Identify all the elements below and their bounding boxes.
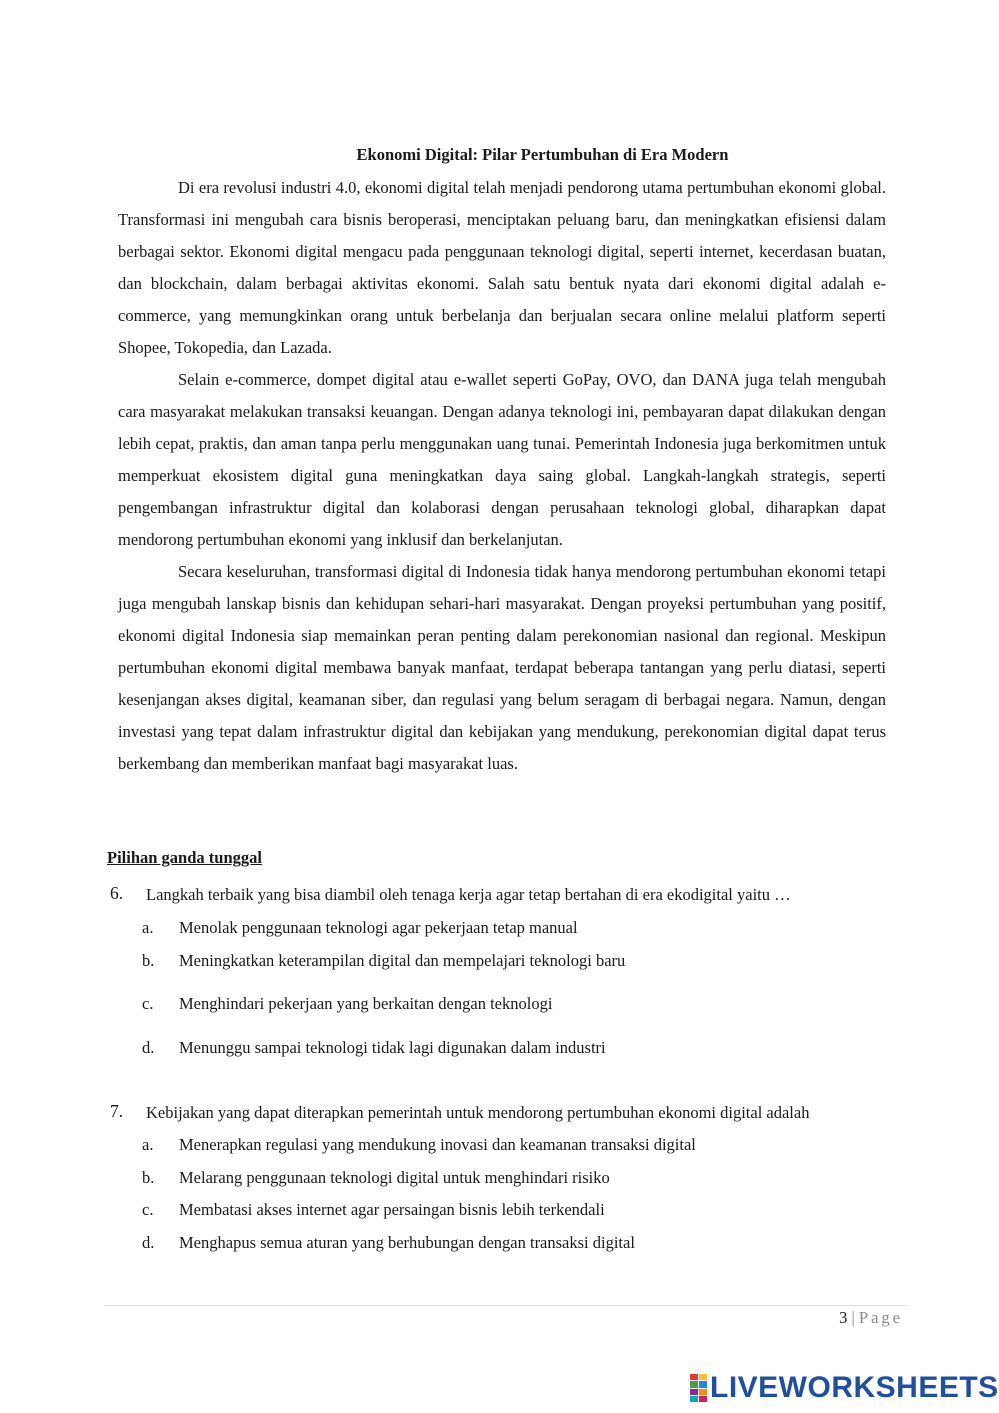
liveworksheets-mark-icon bbox=[690, 1374, 707, 1402]
option-text[interactable]: Meningkatkan keterampilan digital dan mempelajari teknologi baru bbox=[179, 951, 626, 970]
article-paragraph-2: Selain e-commerce, dompet digital atau e-wallet seperti GoPay, OVO, dan DANA juga telah mengubah cara masyarakat melakukan transaksi keuangan. Dengan adanya teknologi ini, pembayaran dapat dilakukan dengan lebih cepat, praktis, dan aman tanpa perlu menggunakan uang tunai. Pemerintah Indonesia juga berkomitmen untuk memperkuat ekosistem digital guna meningkatkan daya saing global. Langkah-langkah strategis, seperti pengembangan infrastruktur digital dan kolaborasi dengan perusahaan teknologi global, diharapkan dapat mendorong pertumbuhan ekonomi yang inklusif dan berkelanjutan. bbox=[118, 370, 886, 549]
question-text: Kebijakan yang dapat diterapkan pemerintah untuk mendorong pertumbuhan ekonomi digital adalah bbox=[146, 1103, 810, 1122]
option-text[interactable]: Menolak penggunaan teknologi agar pekerjaan tetap manual bbox=[179, 918, 578, 937]
option-text[interactable]: Menghindari pekerjaan yang berkaitan dengan teknologi bbox=[179, 994, 553, 1013]
liveworksheets-logo bbox=[690, 1372, 999, 1404]
option-letter: d. bbox=[142, 1038, 155, 1057]
footer-separator: | bbox=[851, 1308, 855, 1327]
page-footer bbox=[839, 1308, 903, 1328]
footer-divider bbox=[104, 1305, 907, 1306]
section-heading: Pilihan ganda tunggal bbox=[107, 848, 262, 867]
mark-cell bbox=[699, 1396, 707, 1402]
mark-cell bbox=[690, 1374, 698, 1380]
option-text[interactable]: Membatasi akses internet agar persaingan bisnis lebih terkendali bbox=[179, 1200, 605, 1219]
question-text: Langkah terbaik yang bisa diambil oleh tenaga kerja agar tetap bertahan di era ekodigital yaitu … bbox=[146, 885, 791, 904]
option-letter: b. bbox=[142, 951, 155, 970]
mark-cell bbox=[690, 1381, 698, 1387]
page-number: 3 bbox=[839, 1308, 848, 1327]
question-number: 6. bbox=[110, 883, 124, 903]
page-label: Page bbox=[858, 1308, 903, 1327]
article-paragraph-3: Secara keseluruhan, transformasi digital di Indonesia tidak hanya mendorong pertumbuhan ekonomi tetapi juga mengubah lanskap bisnis dan kehidupan sehari-hari masyarakat. Dengan proyeksi pertumbuhan yang positif, ekonomi digital Indonesia siap memainkan peran penting dalam perekonomian nasional dan regional. Meskipun pertumbuhan ekonomi digital membawa banyak manfaat, terdapat beberapa tantangan yang perlu diatasi, seperti kesenjangan akses digital, keamanan siber, dan regulasi yang belum seragam di berbagai negara. Namun, dengan investasi yang tepat dalam infrastruktur digital dan kebijakan yang mendukung, perekonomian digital dapat terus berkembang dan memberikan manfaat bagi masyarakat luas. bbox=[118, 562, 886, 773]
question-number: 7. bbox=[110, 1101, 124, 1121]
option-text[interactable]: Menunggu sampai teknologi tidak lagi digunakan dalam industri bbox=[179, 1038, 606, 1057]
mark-cell bbox=[699, 1381, 707, 1387]
mark-cell bbox=[690, 1396, 698, 1402]
option-text[interactable]: Melarang penggunaan teknologi digital untuk menghindari risiko bbox=[179, 1168, 610, 1187]
mark-cell bbox=[690, 1389, 698, 1395]
option-letter: a. bbox=[142, 918, 154, 937]
option-letter: c. bbox=[142, 994, 154, 1013]
option-letter: c. bbox=[142, 1200, 154, 1219]
option-letter: b. bbox=[142, 1168, 155, 1187]
option-text[interactable]: Menghapus semua aturan yang berhubungan dengan transaksi digital bbox=[179, 1233, 635, 1252]
option-text[interactable]: Menerapkan regulasi yang mendukung inovasi dan keamanan transaksi digital bbox=[179, 1135, 696, 1154]
article-title: Ekonomi Digital: Pilar Pertumbuhan di Era Modern bbox=[356, 145, 729, 164]
mark-cell bbox=[699, 1389, 707, 1395]
mark-cell bbox=[699, 1374, 707, 1380]
article-paragraph-1: Di era revolusi industri 4.0, ekonomi digital telah menjadi pendorong utama pertumbuhan ekonomi global. Transformasi ini mengubah cara bisnis beroperasi, menciptakan peluang baru, dan meningkatkan efisiensi dalam berbagai sektor. Ekonomi digital mengacu pada penggunaan teknologi digital, seperti internet, kecerdasan buatan, dan blockchain, dalam berbagai aktivitas ekonomi. Salah satu bentuk nyata dari ekonomi digital adalah e-commerce, yang memungkinkan orang untuk berbelanja dan berjualan secara online melalui platform seperti Shopee, Tokopedia, dan Lazada. bbox=[118, 178, 886, 357]
brand-name: LIVEWORKSHEETS bbox=[710, 1371, 999, 1404]
option-letter: a. bbox=[142, 1135, 154, 1154]
option-letter: d. bbox=[142, 1233, 155, 1252]
